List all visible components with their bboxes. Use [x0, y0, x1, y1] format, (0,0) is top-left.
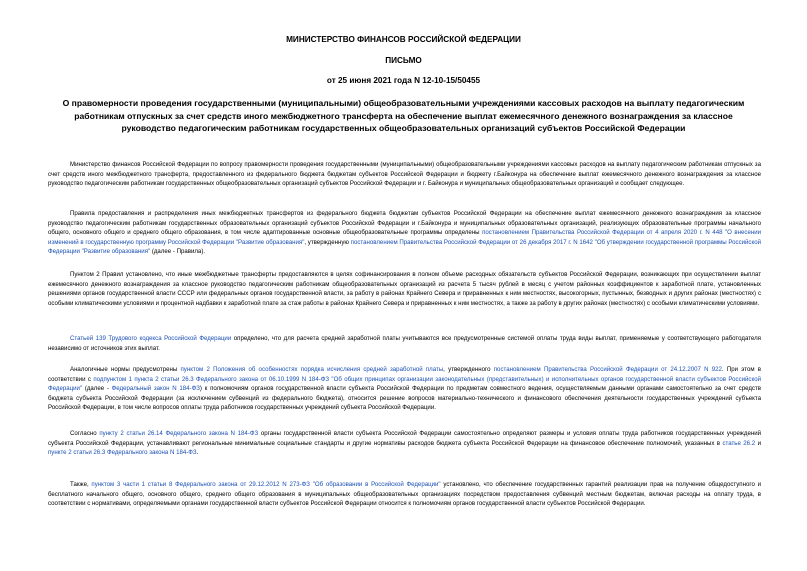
- text-span: определено, что для расчета средней заработной платы учитываются все предусмотренные системой оплаты труда виды выплат, применяемые у соответствующего работодателя независимо от источников этих выплат.: [48, 335, 761, 352]
- document-kind: ПИСЬМО: [385, 56, 422, 65]
- document-date-number: от 25 июня 2021 года N 12-10-15/50455: [326, 76, 481, 85]
- text-span: , утвержденную: [304, 238, 351, 246]
- text-span: органы государственной власти субъекта Российской Федерации самостоятельно определяют размеры и условия оплаты труда работников государственных учреждений субъекта Российской Федерации, устанавливают региональные минимальные социальные стандарты и другие нормативы расходов бюджета субъекта Российской Федерации на финансовое обеспечение полномочий, указанных в: [48, 430, 762, 447]
- link-law-184-art-26-14[interactable]: пункту 2 статьи 26.14 Федерального закона N 184-ФЗ: [99, 430, 259, 437]
- link-labor-code-art-139[interactable]: Статьей 139 Трудового кодекса Российской Федерации: [70, 335, 232, 342]
- paragraph-2: [48, 209, 761, 257]
- paragraph-5: [48, 365, 761, 413]
- paragraph-4: [48, 334, 761, 353]
- link-law-184-art-26-3[interactable]: подпунктом 1 пункта 2 статьи 26.3 Федерального закона от 06.10.1999 N 184-ФЗ "Об общих принципах организации законодательных (представительных) и исполнительных органов государственной власти субъектов Российской Федерации": [48, 375, 761, 393]
- link-law-184[interactable]: Федеральный закон N 184-ФЗ: [111, 385, 200, 393]
- paragraph-1: Министерство финансов Российской Федерации по вопросу правомерности проведения государственными (муниципальными) общеобразовательными учреждениями кассовых расходов на выплату педагогическим работникам отпускных за счет средств иного межбюджетного трансферта, предоставленного из федерального бюджета бюджетам субъектов Российской Федерации и бюджету г.Байконура на обеспечение выплат ежемесячного денежного вознаграждения за классное руководство педагогическим работникам государственных общеобразовательных организаций субъектов Российской Федерации и г. Байконура и муниципальных общеобразовательных организаций и сообщает следующее.: [48, 161, 761, 188]
- link-art-26-2[interactable]: статье 26.2: [722, 439, 756, 447]
- link-resolution-1642[interactable]: постановлением Правительства Российской Федерации от 26 декабря 2017 г. N 1642 "Об утверждении государственной программы Российской Федерации "Развитие образования": [48, 238, 762, 256]
- text-span: Правила предоставления и распределения иных межбюджетных трансфертов из федерального бюджета бюджетам субъектов Российской Федерации на обеспечение выплат ежемесячного денежного вознаграждения за классное руководство педагогическим работникам государственных образовательных организаций субъектов Российской Федерации и г.Байконура и муниципальных образовательных организаций, реализующих образовательные программы начального общего, основного общего и среднего общего образования, в том числе адаптированные основные общеобразовательные программы определены: [48, 210, 761, 237]
- link-resolution-448[interactable]: постановлением Правительства Российской Федерации от 4 апреля 2020 г. N 448 "О внесении изменений в государственную программу Российской Федерации "Развитие образования": [48, 229, 762, 246]
- text-span: установлено, что обеспечение государственных гарантий реализации прав на получение общедоступного и бесплатного начального общего, основного общего, среднего общего образования в муниципальных общеобразовательных организациях посредством предоставления субвенций местным бюджетам, включая расходы на оплату труда, в соответствии с нормативами, определяемыми органами государственной власти субъектов Российской Федерации относится к полномочиям органов государственной власти субъектов Российской Федерации.: [48, 481, 761, 508]
- text-span: и: [755, 439, 761, 447]
- ministry-heading: МИНИСТЕРСТВО ФИНАНСОВ РОССИЙСКОЙ ФЕДЕРАЦИИ: [286, 35, 521, 44]
- text-span: Также,: [70, 481, 92, 488]
- text-span: ) к полномочиям органов государственной власти субъекта Российской Федерации по предметам совместного ведения, осуществляемым данными органами самостоятельно за счет средств бюджета субъекта Российской Федерации (за исключением субвенций из федерального бюджета), относится решение вопросов материально-технического и финансового обеспечения деятельности государственных учреждений субъекта Российской Федерации, в том числе вопросов оплаты труда работников государственных учреждений субъекта Российской Федерации.: [48, 385, 761, 412]
- text-span: Согласно: [70, 430, 100, 437]
- paragraph-3: Пунктом 2 Правил установлено, что иные межбюджетные трансферты предоставляются в целях софинансирования в полном объеме расходных обязательств субъектов Российской Федерации, возникающих при осуществлении выплат ежемесячного денежного вознаграждения за классное руководство педагогическим работникам общеобразовательных организаций из расчета 5 тысяч рублей в месяц с учетом районных коэффициентов к заработной плате, установленных решениями органов государственной власти СССР или федеральных органов государственной власти, за работу в районах Крайнего Севера и приравненных к ним местностях, высокогорных, пустынных, безводных и других районах (местностях) с особыми климатическими условиями и процентной надбавки к заработной плате за стаж работы в районах Крайнего Севера и приравненных к ним местностях, а также за работу в других районах (местностях) с особыми климатическими условиями.: [48, 271, 761, 307]
- link-resolution-922[interactable]: постановлением Правительства Российской Федерации от 24.12.2007 N 922: [493, 366, 722, 373]
- link-salary-regulation-item-2[interactable]: пунктом 2 Положения об особенностях порядка исчисления средней заработной платы: [180, 366, 444, 373]
- text-span: (далее -: [82, 385, 112, 393]
- document-title: О правомерности проведения государственными (муниципальными) общеобразовательными учреждениями кассовых расходов на выплату педагогическим работникам отпускных за счет средств иного межбюджетного трансферта на обеспечение выплат ежемесячного денежного вознаграждения за классное руководство педагогическим работникам государственных общеобразовательных организаций субъектов Российской Федерации: [62, 98, 745, 133]
- link-law-184-art-26-3-item-2[interactable]: пункте 2 статьи 26.3 Федерального закона N 184-ФЗ: [48, 449, 197, 457]
- text-span: , утвержденного: [443, 366, 494, 373]
- paragraph-6: [48, 429, 761, 458]
- text-span: (далее - Правила).: [150, 248, 206, 256]
- text-span: .: [196, 449, 199, 457]
- paragraph-7: [48, 480, 761, 509]
- text-span: . При этом в соответствии с: [48, 366, 762, 383]
- text-span: Аналогичные нормы предусмотрены: [70, 366, 181, 373]
- link-law-273-art-8[interactable]: пунктом 3 части 1 статьи 8 Федерального закона от 29.12.2012 N 273-ФЗ "Об образовании в Российской Федерации": [91, 481, 441, 488]
